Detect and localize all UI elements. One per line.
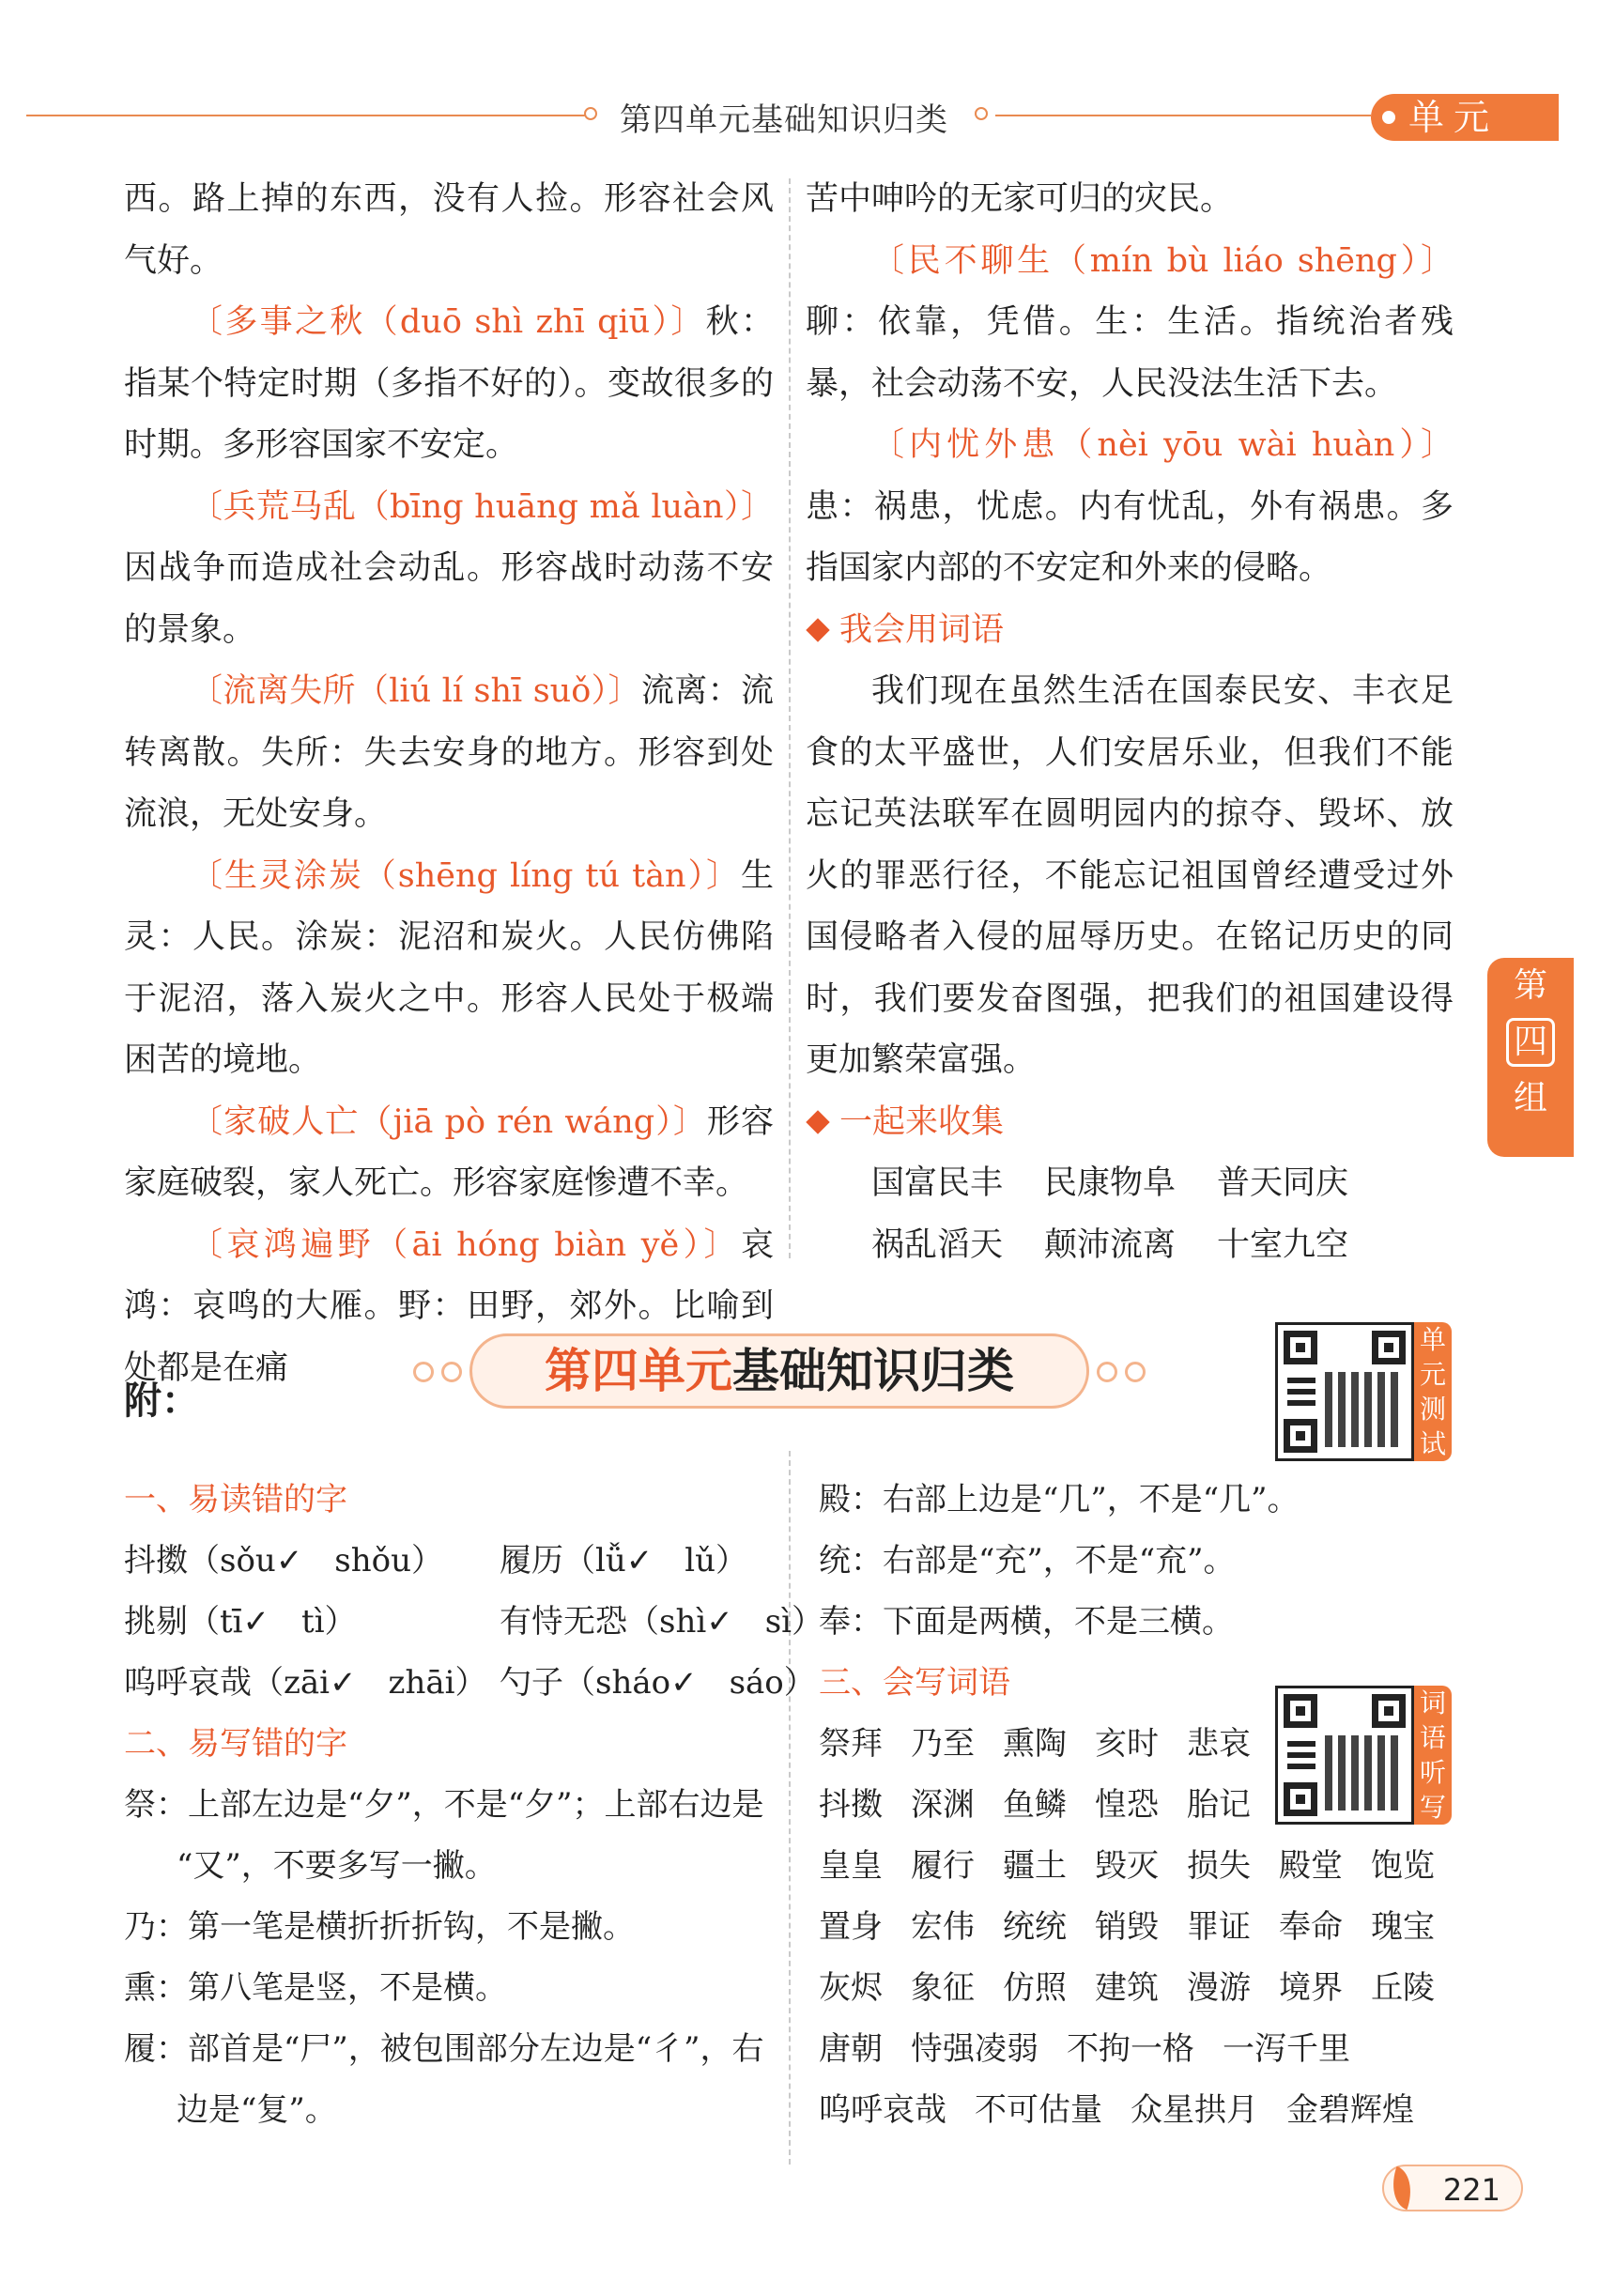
pronunciation-row: 呜呼哀哉（zāi✓ zhāi） 勺子（sháo✓ sáo） <box>124 1664 816 1702</box>
idiom-entry <box>124 661 774 846</box>
idiom-definition: 秋：指某个特定时期（多指不好的）。变故很多的时期。多形容国家不安定。 <box>124 303 774 464</box>
writing-note: “又”，不要多写一撇。 <box>177 1847 497 1885</box>
diamond-icon <box>806 618 829 641</box>
idiom-definition: 聊：依靠，凭借。生：生活。指统治者残暴，社会动荡不安，人民没法生活下去。 <box>806 303 1454 403</box>
idiom-entry <box>124 1092 774 1215</box>
idiom-term: 〔生灵涂炭（shēng líng tú tàn）〕 <box>190 856 741 895</box>
appendix-left-column <box>124 1470 824 2141</box>
idiom-definition: 哀鸿：哀鸣的大雁。野：田野，郊外。比喻到处都是在痛 <box>124 1225 774 1387</box>
diamond-icon <box>806 1110 829 1133</box>
side-tab-char: 组 <box>1513 1079 1547 1117</box>
writing-note: 边是“复”。 <box>177 2091 337 2129</box>
collect-word: 十室九空 <box>1217 1225 1349 1264</box>
banner-dot <box>413 1362 434 1382</box>
idiom-definition: 流离：流转离散。失所：失去安身的地方。形容到处流浪，无处安身。 <box>124 672 774 833</box>
writing-note: 熏：第八笔是竖，不是横。 <box>124 1969 507 2007</box>
appendix-banner <box>441 1324 1117 1418</box>
word-row: 呜呼哀哉 不可估量 众星拱月 金碧辉煌 <box>819 2091 1414 2129</box>
use-words-paragraph: 我们现在虽然生活在国泰民安、丰衣足食的太平盛世，人们安居乐业，但我们不能忘记英法联军在圆明园内的掠夺、毁坏、放火的罪恶行径，不能忘记祖国曾经遭受过外国侵略者入侵的屈辱历史。在铭记历史的同时，我们要发奋图强，把我们的祖国建设得更加繁荣富强。 <box>806 672 1454 1079</box>
appendix-column-divider <box>789 1451 791 2165</box>
writing-note: 统：右部是“充”，不是“㐬”。 <box>819 1542 1236 1579</box>
idiom-term: 〔兵荒马乱（bīng huāng mǎ luàn）〕 <box>190 487 774 526</box>
collect-word: 民康物阜 <box>1044 1164 1177 1202</box>
left-column <box>124 169 774 1399</box>
appendix-label: 附： <box>124 1379 199 1423</box>
appendix-right-column <box>819 1470 1476 2141</box>
banner-dot <box>1097 1362 1117 1382</box>
pronunciation-row: 挑剔（tī✓ tì） 有恃无恐（shì✓ sì） <box>124 1603 824 1641</box>
idiom-entry <box>124 846 774 1092</box>
idiom-definition: 患：祸患，忧虑。内有忧乱，外有祸患。多指国家内部的不安定和外来的侵略。 <box>806 487 1454 587</box>
idiom-term: 〔内忧外患（nèi yōu wài huàn）〕 <box>871 426 1454 464</box>
qr-code-icon[interactable] <box>1275 1322 1414 1461</box>
word-row: 置身 宏伟 统统 销毁 罪证 奉命 瑰宝 <box>819 1908 1435 1946</box>
use-words-heading: 我会用词语 <box>806 600 1454 662</box>
word-row: 灰烬 象征 仿照 建筑 漫游 境界 丘陵 <box>819 1969 1435 2007</box>
header-rule-dot-left <box>584 107 597 120</box>
idiom-term: 〔哀鸿遍野（āi hóng biàn yě）〕 <box>190 1225 741 1264</box>
word-row: 唐朝 恃强凌弱 不拘一格 一泻千里 <box>819 2030 1350 2068</box>
collect-word: 国富民丰 <box>871 1164 1004 1202</box>
idiom-definition: 形容家庭破裂，家人死亡。形容家庭惨遭不幸。 <box>124 1102 774 1202</box>
collect-heading: 一起来收集 <box>806 1092 1454 1154</box>
section-title: 二、易写错的字 <box>124 1725 347 1763</box>
writing-note: 祭：上部左边是“夕”，不是“夕”；上部右边是 <box>124 1786 764 1824</box>
idiom-entry <box>806 415 1454 600</box>
side-tab-char: 第 <box>1513 966 1547 1005</box>
header-rule-left <box>26 115 590 116</box>
idiom-entry <box>124 477 774 662</box>
collect-word: 颠沛流离 <box>1044 1225 1177 1264</box>
collect-row <box>806 1153 1454 1215</box>
idiom-term: 〔家破人亡（jiā pò rén wáng）〕 <box>190 1102 707 1141</box>
word-row: 皇皇 履行 疆土 毁灭 损失 殿堂 饱览 <box>819 1847 1435 1885</box>
banner-dot <box>1125 1362 1146 1382</box>
page-number: 221 <box>1382 2165 1523 2211</box>
qr-label-dictation: 词 语 听 写 <box>1414 1686 1452 1825</box>
right-column <box>806 169 1454 1276</box>
collect-row <box>806 1215 1454 1277</box>
continuation-text: 苦中呻吟的无家可归的灾民。 <box>806 180 1234 218</box>
header-title: 第四单元基础知识归类 <box>620 101 948 139</box>
collect-word: 祸乱滔天 <box>871 1225 1004 1264</box>
writing-note: 履：部首是“尸”，被包围部分左边是“彳”，右 <box>124 2030 764 2068</box>
idiom-term: 〔多事之秋（duō shì zhī qiū）〕 <box>190 303 706 341</box>
collect-word: 普天同庆 <box>1217 1164 1349 1202</box>
idiom-term: 〔民不聊生（mín bù liáo shēng）〕 <box>871 241 1454 280</box>
idiom-definition: 生灵：人民。涂炭：泥沼和炭火。人民仿佛陷于泥沼，落入炭火之中。形容人民处于极端困苦的境地。 <box>124 856 774 1079</box>
writing-note: 奉：下面是两横，不是三横。 <box>819 1603 1234 1641</box>
unit-badge: 单元 <box>1371 94 1559 141</box>
header-rule-right <box>995 115 1371 116</box>
idiom-term: 〔流离失所（liú lí shī suǒ）〕 <box>190 672 641 710</box>
writing-note: 乃：第一笔是横折折折钩，不是撇。 <box>124 1908 635 1946</box>
word-row: 抖擞 深渊 鱼鳞 惶恐 胎记 <box>819 1786 1251 1824</box>
banner-title: 第四单元基础知识归类 <box>545 1344 1014 1398</box>
column-divider <box>789 178 791 1258</box>
section-title: 一、易读错的字 <box>124 1481 347 1518</box>
group-side-tab <box>1487 958 1574 1157</box>
idiom-definition: 因战争而造成社会动乱。形容战时动荡不安的景象。 <box>124 549 774 649</box>
qr-label-unit-test: 单 元 测 试 <box>1414 1322 1452 1461</box>
header-rule-dot-right <box>975 107 988 120</box>
writing-note: 殿：右部上边是“几”，不是“几”。 <box>819 1481 1300 1518</box>
section-title: 三、会写词语 <box>819 1664 1010 1702</box>
side-tab-char: 四 <box>1506 1018 1555 1067</box>
idiom-entry <box>806 231 1454 416</box>
plain-paragraph: 西。路上掉的东西，没有人捡。形容社会风气好。 <box>124 180 774 280</box>
idiom-entry <box>124 292 774 477</box>
word-row: 祭拜 乃至 熏陶 亥时 悲哀 <box>819 1725 1251 1763</box>
pronunciation-row: 抖擞（sǒu✓ shǒu） 履历（lǚ✓ lǔ） <box>124 1542 748 1579</box>
